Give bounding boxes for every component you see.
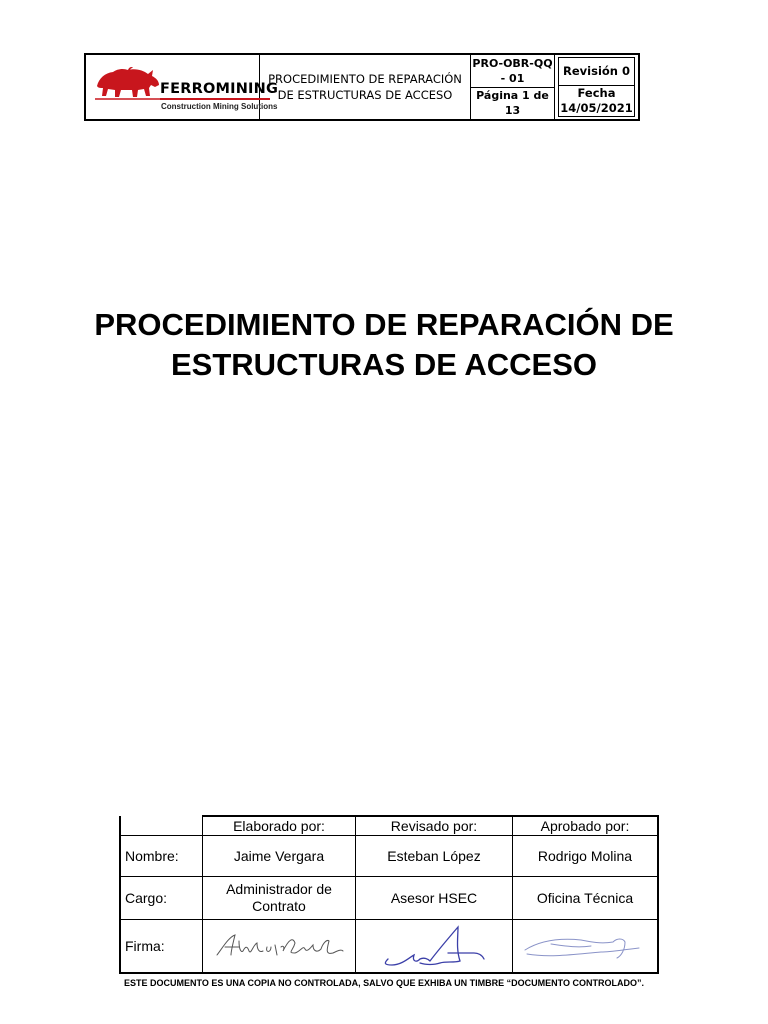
rhino-logo-icon xyxy=(95,66,161,102)
signature-image-3 xyxy=(521,928,649,964)
role-elaborado: Administrador de Contrato xyxy=(203,877,356,920)
date-block xyxy=(559,86,634,116)
approval-table xyxy=(119,815,659,974)
name-aprobado: Rodrigo Molina xyxy=(513,836,659,877)
signature-label: Firma: xyxy=(120,920,203,974)
brand-divider xyxy=(160,98,270,100)
name-revisado: Esteban López xyxy=(356,836,513,877)
name-row xyxy=(120,836,658,877)
role-aprobado: Oficina Técnica xyxy=(513,877,659,920)
document-code: PRO-OBR-QQ - 01 xyxy=(471,55,554,88)
role-label: Cargo: xyxy=(120,877,203,920)
header-revision-block xyxy=(555,55,638,119)
date-value: 14/05/2021 xyxy=(560,101,633,115)
column-elaborado: Elaborado por: xyxy=(203,816,356,836)
signature-image-2 xyxy=(374,923,494,969)
company-logo xyxy=(86,55,279,119)
role-row xyxy=(120,877,658,920)
signature-aprobado xyxy=(513,920,659,974)
brand-tagline: Construction Mining Solutions xyxy=(161,102,278,111)
signature-image-1 xyxy=(209,929,349,963)
document-header xyxy=(84,53,640,121)
header-title: PROCEDIMIENTO DE REPARACIÓN DE ESTRUCTURAS DE ACCESO xyxy=(260,55,471,119)
name-label: Nombre: xyxy=(120,836,203,877)
document-title: PROCEDIMIENTO DE REPARACIÓN DE ESTRUCTURAS DE ACCESO xyxy=(94,307,674,382)
header-code-block xyxy=(471,55,555,119)
signature-revisado xyxy=(356,920,513,974)
revision-label: Revisión 0 xyxy=(559,58,634,86)
empty-corner-cell xyxy=(120,816,203,836)
page-number: Página 1 de 13 xyxy=(476,89,549,118)
name-elaborado: Jaime Vergara xyxy=(203,836,356,877)
signature-row xyxy=(120,920,658,974)
signature-elaborado xyxy=(203,920,356,974)
brand-name: FERROMINING xyxy=(160,81,279,97)
column-revisado: Revisado por: xyxy=(356,816,513,836)
role-revisado: Asesor HSEC xyxy=(356,877,513,920)
column-aprobado: Aprobado por: xyxy=(513,816,659,836)
footer-notice: ESTE DOCUMENTO ES UNA COPIA NO CONTROLADA, SALVO QUE EXHIBA UN TIMBRE “DOCUMENTO CONTROLADO”. xyxy=(123,978,644,988)
approval-header-row xyxy=(120,816,658,836)
date-label: Fecha xyxy=(577,86,616,100)
